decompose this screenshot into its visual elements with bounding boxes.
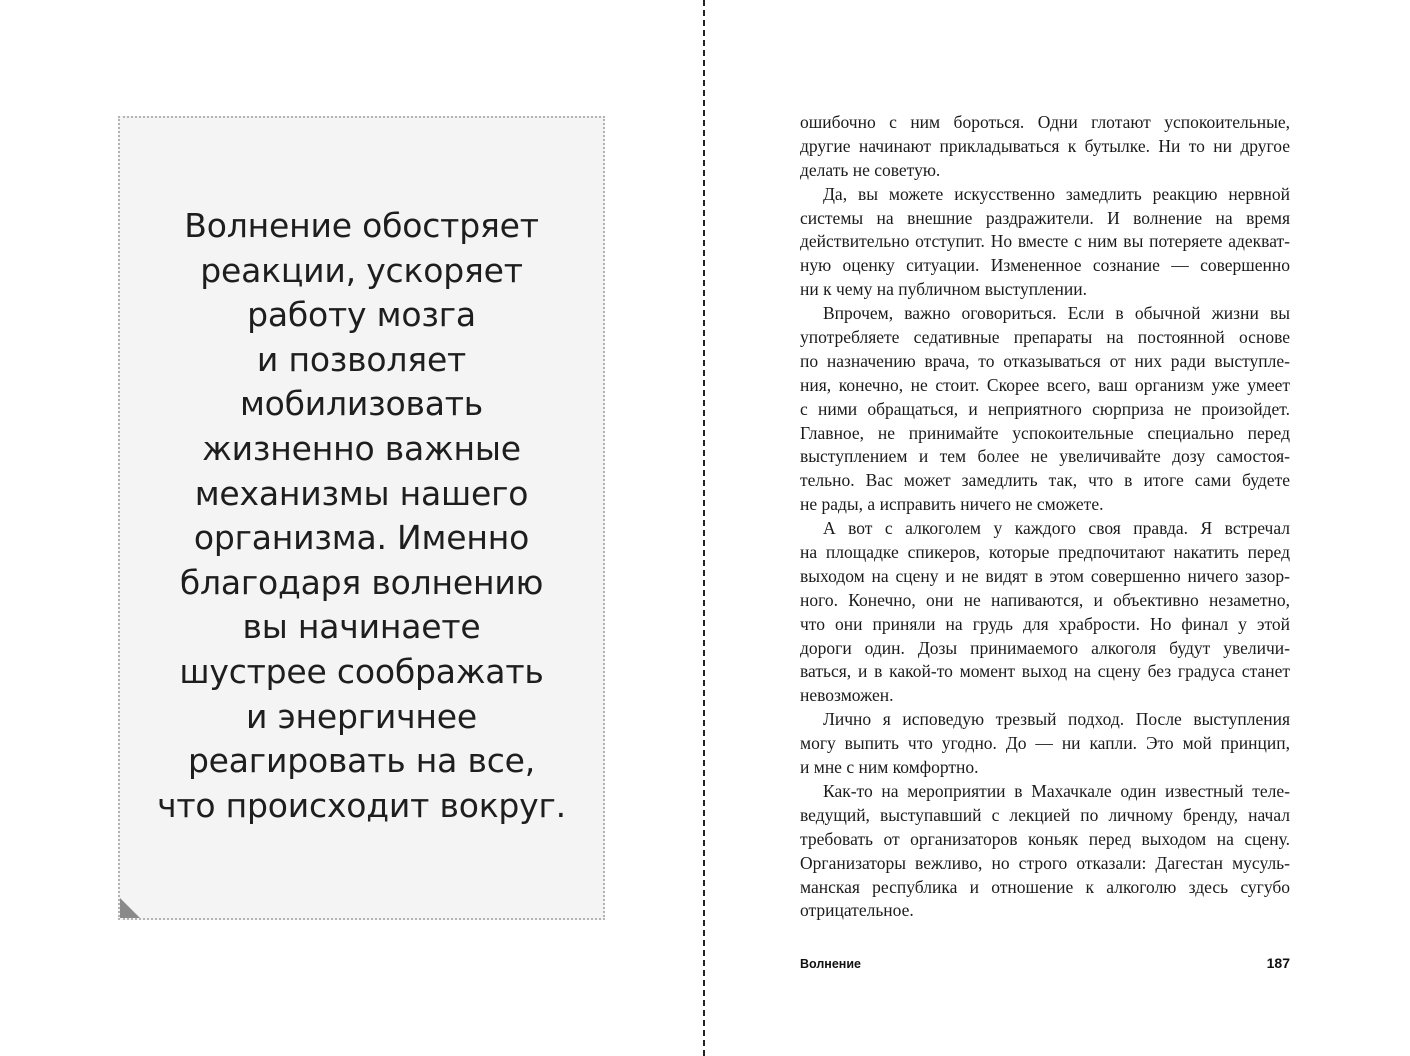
text-line: действительно отступит. Но вместе с ним вы потеряете адекват-	[800, 231, 1290, 252]
text-line: ния, конечно, не стоит. Скорее всего, ваш организм уже умеет	[800, 374, 1290, 395]
pull-quote-line: жизненно важные	[202, 428, 521, 468]
pull-quote-line: Волнение обостряет	[184, 206, 539, 245]
text-line: что они приняли на грудь для храбрости. Но финал у этой	[800, 613, 1290, 634]
text-line: не рады, а исправить ничего не сможете.	[800, 494, 1104, 515]
text-line: манская республика и отношение к алкоголю здесь сугубо	[800, 876, 1290, 897]
text-line: ную оценку ситуации. Измененное сознание — совершенно	[800, 255, 1290, 276]
text-line: ошибочно с ним бороться. Одни глотают успокоительные,	[800, 112, 1290, 132]
text-line: А вот с алкоголем у каждого своя правда. Я встречал	[823, 518, 1290, 539]
text-line: Лично я исповедую трезвый подход. После выступления	[823, 709, 1290, 730]
text-line: системы на внешние раздражители. И волнение на время	[800, 207, 1290, 228]
text-line: могу выпить что угодно. До — ни капли. Это мой принцип,	[800, 733, 1290, 754]
pull-quote-line: что происходит вокруг.	[157, 785, 566, 825]
text-line: дороги один. Дозы принимаемого алкоголя будут увеличи-	[800, 637, 1290, 658]
text-line: употребляете седативные препараты на постоянной основе	[800, 327, 1290, 348]
pull-quote-line: вы начинаете	[242, 607, 481, 647]
pull-quote-line: мобилизовать	[239, 384, 484, 424]
text-line: ваться, и в какой-то момент выход на сцену без градуса станет	[800, 661, 1290, 682]
text-line: отрицательное.	[800, 900, 914, 921]
pull-quote-line: механизмы нашего	[194, 473, 529, 513]
pull-quote-text	[140, 204, 583, 828]
pull-quote-line: шустрее соображать	[179, 651, 544, 691]
pull-quote-line: и энергичнее	[246, 696, 477, 736]
page-divider	[703, 0, 705, 1056]
running-head: Волнение	[800, 957, 861, 971]
text-line: ного. Конечно, они не напиваются, и объективно незаметно,	[800, 589, 1290, 610]
page-footer	[800, 955, 1290, 977]
pull-quote-line: и позволяет	[256, 339, 467, 379]
text-line: Главное, не принимайте успокоительные специально перед	[800, 422, 1290, 443]
text-line: выступлением и тем более не увеличивайте дозу самостоя-	[800, 446, 1290, 467]
text-line: требовать от организаторов коньяк перед выходом на сцену.	[800, 828, 1290, 849]
pull-quote-line: реагировать на все,	[187, 741, 536, 781]
page-number: 187	[1266, 955, 1290, 971]
text-line: тельно. Вас может замедлить так, что в итоге сами будете	[800, 470, 1290, 491]
text-line: невозможен.	[800, 685, 894, 706]
pull-quote-line: благодаря волнению	[179, 562, 544, 602]
text-line: ведущий, выступавший с лекцией по личному бренду, начал	[800, 804, 1290, 825]
body-text	[800, 111, 1290, 923]
text-line: Да, вы можете искусственно замедлить реакцию нервной	[823, 183, 1290, 204]
text-line: выходом на сцену и не видят в этом совершенно ничего зазор-	[800, 565, 1290, 586]
text-line: с ними обращаться, и неприятного сюрприза не произойдет.	[800, 398, 1290, 419]
page-fold-corner-icon	[120, 898, 140, 918]
pull-quote-line: организма. Именно	[193, 518, 530, 558]
text-line: по назначению врача, то отказываться от них ради выступле-	[800, 350, 1290, 371]
text-line: другие начинают прикладываться к бутылке. Ни то ни другое	[800, 135, 1290, 156]
text-line: ни к чему на публичном выступлении.	[800, 279, 1088, 300]
pull-quote-line: реакции, ускоряет	[200, 250, 523, 290]
pull-quote-card	[118, 116, 605, 920]
text-line: делать не советую.	[800, 159, 941, 180]
text-line: и мне с ним комфортно.	[800, 757, 979, 778]
pull-quote-line: работу мозга	[247, 295, 476, 335]
text-line: Впрочем, важно оговориться. Если в обычной жизни вы	[823, 303, 1290, 324]
text-line: Организаторы вежливо, но строго отказали: Дагестан мусуль-	[800, 852, 1290, 873]
text-line: Как-то на мероприятии в Махачкале один известный теле-	[823, 780, 1290, 801]
text-line: на площадке спикеров, которые предпочитают накатить перед	[800, 542, 1290, 563]
